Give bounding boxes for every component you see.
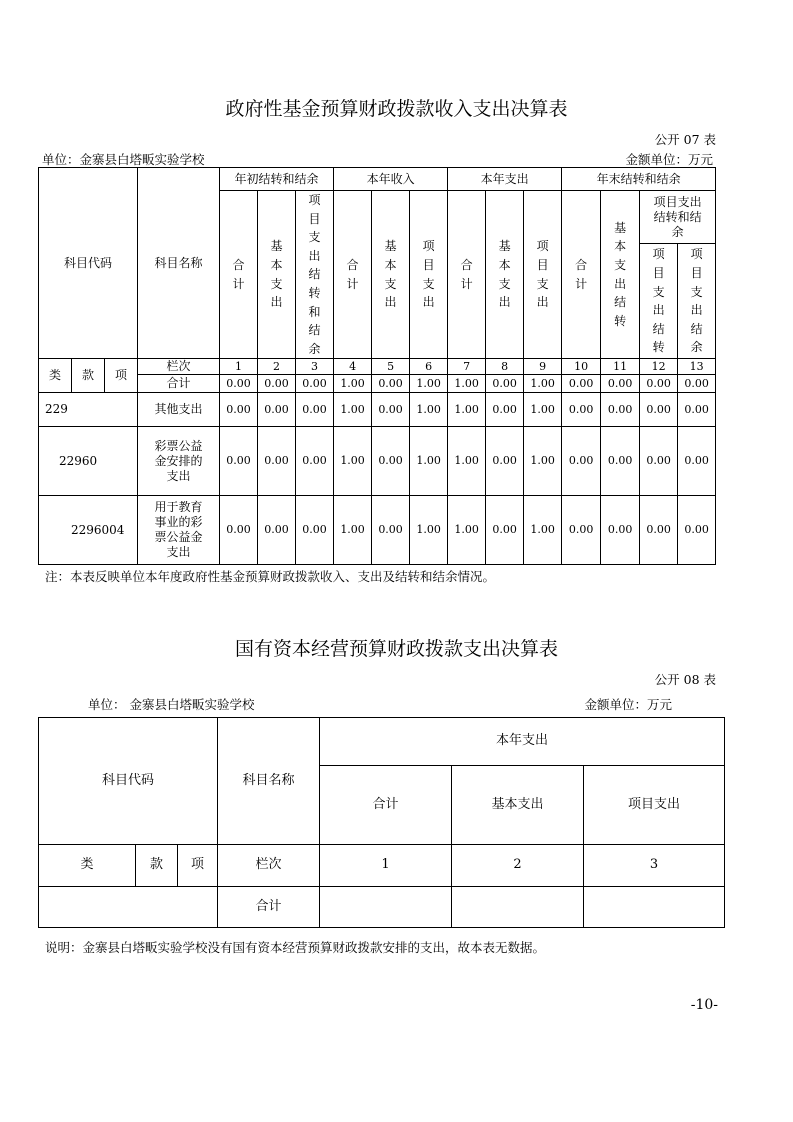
row-value: 0.00	[258, 393, 296, 427]
header-xiang: 项	[105, 359, 138, 393]
row-value: 0.00	[372, 427, 410, 496]
row-value: 0.00	[601, 427, 640, 496]
table2	[38, 717, 725, 928]
header-name: 科目名称	[138, 168, 220, 359]
total-row	[39, 375, 716, 393]
total-label: 合计	[138, 375, 220, 393]
row-value: 0.00	[640, 496, 678, 565]
table-row	[39, 393, 716, 427]
table-row	[39, 427, 716, 496]
t2-header-total: 合计	[320, 766, 452, 845]
total-value: 0.00	[562, 375, 601, 393]
table-row	[39, 496, 716, 565]
t2-header-lanci: 栏次	[218, 845, 320, 887]
row-value: 0.00	[372, 496, 410, 565]
row-value: 1.00	[448, 496, 486, 565]
row-value: 1.00	[410, 496, 448, 565]
col-number: 2	[258, 359, 296, 375]
table1-title: 政府性基金预算财政拨款收入支出决算表	[225, 98, 568, 120]
row-value: 0.00	[220, 393, 258, 427]
col-number: 4	[334, 359, 372, 375]
total-value: 0.00	[258, 375, 296, 393]
col-number: 12	[640, 359, 678, 375]
table2-title: 国有资本经营预算财政拨款支出决算表	[234, 638, 558, 660]
col-number: 1	[220, 359, 258, 375]
header-opening-balance: 年初结转和结余	[220, 168, 334, 191]
total-value: 1.00	[524, 375, 562, 393]
header-g1-project: 项目支出结转和结余	[308, 193, 321, 356]
row-value: 0.00	[486, 427, 524, 496]
t2-header-basic: 基本支出	[452, 766, 584, 845]
row-value: 0.00	[678, 393, 716, 427]
table1-note: 注：本表反映单位本年度政府性基金预算财政拨款收入、支出及结转和结余情况。	[45, 569, 496, 584]
total-value: 0.00	[372, 375, 410, 393]
table1-unit: 单位：金寨县白塔畈实验学校	[42, 152, 205, 167]
row-value: 0.00	[601, 393, 640, 427]
t2-header-expenditure: 本年支出	[320, 718, 725, 766]
row-value: 0.00	[220, 427, 258, 496]
header-g3-project: 项目支出	[536, 239, 549, 310]
header-g1-total: 合计	[232, 258, 245, 291]
t2-total-value	[452, 887, 584, 928]
t2-header-project: 项目支出	[584, 766, 725, 845]
row-value: 0.00	[562, 393, 601, 427]
row-value: 0.00	[220, 496, 258, 565]
header-code: 科目代码	[39, 168, 138, 359]
row-value: 0.00	[640, 427, 678, 496]
row-value: 0.00	[562, 427, 601, 496]
row-value: 0.00	[562, 496, 601, 565]
header-g3-total: 合计	[460, 258, 473, 291]
row-name: 用于教育事业的彩票公益金支出	[138, 496, 220, 565]
col-number: 3	[296, 359, 334, 375]
t2-total-row	[39, 887, 725, 928]
row-value: 1.00	[334, 496, 372, 565]
col-number: 5	[372, 359, 410, 375]
table2-unit: 单位： 金寨县白塔畈实验学校	[88, 697, 255, 712]
row-value: 1.00	[334, 393, 372, 427]
t2-header-lei: 类	[39, 845, 136, 887]
table2-amount-unit: 金额单位：万元	[584, 697, 672, 712]
row-value: 1.00	[524, 427, 562, 496]
col-number: 6	[410, 359, 448, 375]
header-g4-project: 项目支出结转和结余	[640, 191, 716, 244]
row-code: 229	[39, 393, 138, 427]
header-g1-basic: 基本支出	[270, 239, 283, 310]
row-value: 1.00	[410, 393, 448, 427]
col-number: 7	[448, 359, 486, 375]
row-value: 0.00	[486, 496, 524, 565]
header-income: 本年收入	[334, 168, 448, 191]
t2-header-xiang: 项	[178, 845, 218, 887]
header-g4-basic: 基本支出结转	[614, 220, 627, 328]
header-closing-balance: 年末结转和结余	[562, 168, 716, 191]
row-value: 0.00	[678, 427, 716, 496]
t2-total-label: 合计	[218, 887, 320, 928]
row-value: 1.00	[410, 427, 448, 496]
total-value: 0.00	[220, 375, 258, 393]
t2-header-name: 科目名称	[218, 718, 320, 845]
total-value: 1.00	[410, 375, 448, 393]
col-number: 9	[524, 359, 562, 375]
table1-amount-unit: 金额单位：万元	[625, 152, 713, 167]
total-value: 0.00	[678, 375, 716, 393]
total-value: 0.00	[296, 375, 334, 393]
row-value: 0.00	[258, 496, 296, 565]
total-value: 1.00	[448, 375, 486, 393]
row-value: 0.00	[296, 393, 334, 427]
row-value: 1.00	[524, 393, 562, 427]
row-code: 2296004	[39, 496, 138, 565]
table2-form-number: 公开 08 表	[654, 672, 716, 687]
total-value: 0.00	[640, 375, 678, 393]
row-name: 彩票公益金安排的支出	[138, 427, 220, 496]
t2-col-number: 1	[320, 845, 452, 887]
header-g2-basic: 基本支出	[384, 239, 397, 310]
header-g4-project-carry: 项目支出结转	[652, 247, 665, 355]
header-g4-total: 合计	[575, 258, 588, 291]
row-value: 0.00	[372, 393, 410, 427]
col-number: 13	[678, 359, 716, 375]
col-number: 11	[601, 359, 640, 375]
header-g4-project-surplus: 项目支出结余	[690, 247, 703, 355]
header-g3-basic: 基本支出	[498, 239, 511, 310]
header-lanci: 栏次	[138, 359, 220, 375]
row-value: 1.00	[334, 427, 372, 496]
header-expenditure: 本年支出	[448, 168, 562, 191]
header-g2-total: 合计	[346, 258, 359, 291]
header-g2-project: 项目支出	[422, 239, 435, 310]
row-value: 1.00	[448, 427, 486, 496]
table2-note: 说明：金寨县白塔畈实验学校没有国有资本经营预算财政拨款安排的支出，故本表无数据。	[45, 940, 546, 955]
table1-form-number: 公开 07 表	[654, 132, 716, 147]
total-value: 1.00	[334, 375, 372, 393]
t2-total-value	[584, 887, 725, 928]
table1	[38, 167, 716, 565]
row-value: 0.00	[486, 393, 524, 427]
row-name: 其他支出	[138, 393, 220, 427]
row-value: 0.00	[601, 496, 640, 565]
page-number: -10-	[690, 997, 718, 1013]
t2-total-code	[39, 887, 218, 928]
t2-header-kuan: 款	[136, 845, 178, 887]
row-value: 0.00	[258, 427, 296, 496]
t2-col-number: 3	[584, 845, 725, 887]
row-value: 1.00	[448, 393, 486, 427]
t2-col-number: 2	[452, 845, 584, 887]
row-value: 0.00	[296, 496, 334, 565]
col-number: 10	[562, 359, 601, 375]
row-value: 1.00	[524, 496, 562, 565]
header-kuan: 款	[72, 359, 105, 393]
header-lei: 类	[39, 359, 72, 393]
row-value: 0.00	[296, 427, 334, 496]
total-value: 0.00	[486, 375, 524, 393]
total-value: 0.00	[601, 375, 640, 393]
row-value: 0.00	[678, 496, 716, 565]
row-value: 0.00	[640, 393, 678, 427]
row-code: 22960	[39, 427, 138, 496]
col-number: 8	[486, 359, 524, 375]
t2-header-code: 科目代码	[39, 718, 218, 845]
t2-total-value	[320, 887, 452, 928]
